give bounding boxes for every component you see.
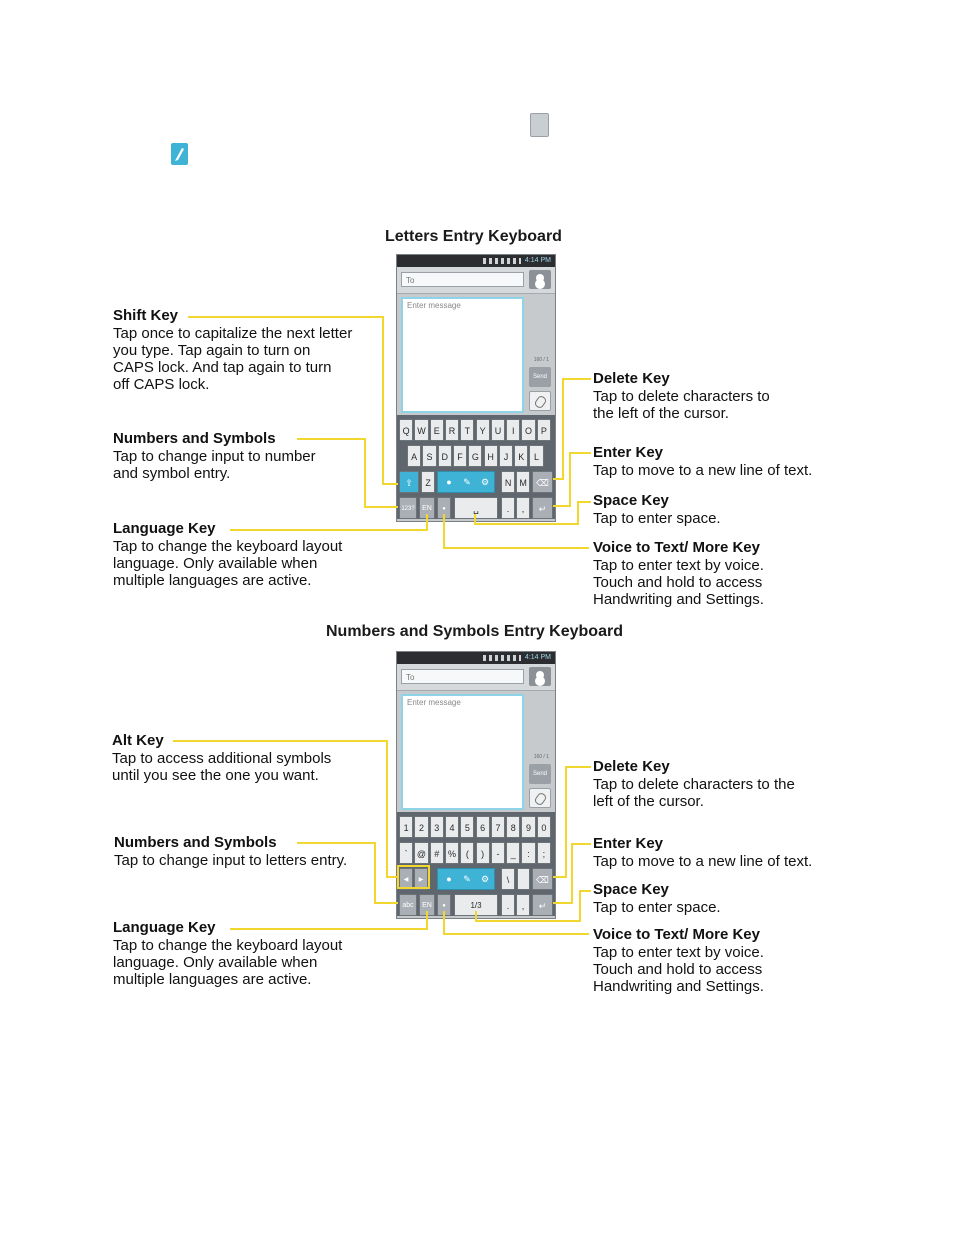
voice-key-desc: Tap to enter text by voice. Touch and hold to access Handwriting and Settings. — [593, 944, 764, 995]
voice-more-key[interactable] — [437, 868, 495, 890]
to-field[interactable]: To — [401, 669, 524, 684]
key-2[interactable]: 2 — [414, 816, 428, 838]
language-leader-line — [230, 529, 428, 531]
key-8[interactable]: 8 — [506, 816, 520, 838]
key-Z[interactable]: Z — [421, 471, 435, 493]
key-U[interactable]: U — [491, 419, 505, 441]
numbers-symbols-title: Numbers and Symbols — [113, 430, 276, 447]
delete-leader-line — [553, 876, 567, 878]
delete-key[interactable]: ⌫ — [532, 471, 553, 493]
enter-leader-line — [569, 452, 571, 507]
shift-leader-line — [188, 316, 383, 318]
voice-key-desc: Tap to enter text by voice. Touch and hold to access Handwriting and Settings. — [593, 557, 764, 608]
space-key-title: Space Key — [593, 881, 669, 898]
pencil-icon: ✎ — [463, 477, 471, 487]
delete-key-title: Delete Key — [593, 758, 670, 775]
space-leader-line — [579, 890, 581, 922]
key-L[interactable]: L — [529, 445, 543, 467]
status-icons — [483, 655, 521, 661]
language-key-desc: Tap to change the keyboard layout language. Only available when multiple languages are active. — [113, 538, 343, 589]
key-blank[interactable] — [517, 868, 530, 890]
alt-leader-line — [386, 876, 398, 878]
key-dot[interactable]: . — [501, 497, 515, 519]
attach-icon[interactable] — [529, 391, 551, 411]
key-O[interactable]: O — [521, 419, 535, 441]
status-time: 4:14 PM — [524, 257, 551, 264]
key-N[interactable]: N — [501, 471, 515, 493]
recipient-bar — [397, 267, 555, 294]
enter-leader-line — [553, 902, 573, 904]
key-symbol[interactable]: ( — [460, 842, 474, 864]
key-J[interactable]: J — [499, 445, 513, 467]
key-S[interactable]: S — [422, 445, 436, 467]
alt-key-right[interactable]: ▶ — [414, 868, 428, 890]
key-symbol[interactable]: _ — [506, 842, 520, 864]
key-G[interactable]: G — [468, 445, 482, 467]
key-dot[interactable]: . — [501, 894, 515, 916]
key-symbol[interactable]: @ — [414, 842, 428, 864]
key-K[interactable]: K — [514, 445, 528, 467]
key-1[interactable]: 1 — [399, 816, 413, 838]
voice-key-title: Voice to Text/ More Key — [593, 926, 760, 943]
status-time: 4:14 PM — [524, 654, 551, 661]
delete-key-desc: Tap to delete characters to the left of the cursor. — [593, 776, 795, 810]
language-leader-line — [426, 911, 428, 930]
key-symbol[interactable]: % — [445, 842, 459, 864]
key-symbol[interactable]: ` — [399, 842, 413, 864]
space-key[interactable]: 1/3 — [454, 894, 498, 916]
gear-icon: ⚙ — [480, 874, 490, 884]
enter-leader-line — [571, 843, 573, 904]
key-P[interactable]: P — [537, 419, 551, 441]
to-field[interactable]: To — [401, 272, 524, 287]
contact-icon[interactable] — [529, 667, 551, 686]
message-field[interactable]: Enter message — [401, 297, 524, 413]
key-comma[interactable]: , — [516, 894, 530, 916]
voice-leader-line — [443, 933, 589, 935]
status-bar — [397, 652, 555, 664]
mic-icon: ● — [446, 874, 452, 884]
space-leader-line — [476, 920, 581, 922]
letters-phone-screenshot — [396, 254, 556, 522]
key-symbol[interactable]: ) — [476, 842, 490, 864]
voice-leader-line — [443, 911, 445, 935]
language-key[interactable]: EN — [419, 894, 435, 916]
recipient-bar — [397, 664, 555, 691]
send-button[interactable]: Send — [529, 367, 551, 387]
shift-key[interactable]: ⇧ — [399, 471, 419, 493]
shift-key-title: Shift Key — [113, 307, 179, 324]
numbers-leader-line — [364, 438, 366, 508]
key-4[interactable]: 4 — [445, 816, 459, 838]
key-0[interactable]: 0 — [537, 816, 551, 838]
key-symbol[interactable]: ; — [537, 842, 551, 864]
delete-leader-line — [563, 378, 591, 380]
key-I[interactable]: I — [506, 419, 520, 441]
space-leader-line — [577, 501, 579, 525]
pencil-icon — [171, 143, 188, 165]
language-key[interactable]: EN — [419, 497, 435, 519]
alt-key-highlight — [397, 865, 430, 889]
status-bar — [397, 255, 555, 267]
enter-key-desc: Tap to move to a new line of text. — [593, 853, 813, 870]
letters-keyboard — [397, 415, 555, 519]
numbers-leader-line — [297, 842, 375, 844]
pencil-icon: ✎ — [463, 874, 471, 884]
numbers-leader-line — [364, 506, 398, 508]
voice-leader-line — [443, 547, 589, 549]
enter-leader-line — [572, 843, 591, 845]
language-key-title: Language Key — [113, 919, 216, 936]
key-9[interactable]: 9 — [521, 816, 535, 838]
character-counter: 160 / 1 — [533, 357, 549, 363]
enter-key-title: Enter Key — [593, 444, 664, 461]
space-leader-line — [475, 523, 579, 525]
enter-key-desc: Tap to move to a new line of text. — [593, 462, 813, 479]
key-Y[interactable]: Y — [476, 419, 490, 441]
space-key-desc: Tap to enter space. — [593, 510, 721, 527]
space-key-desc: Tap to enter space. — [593, 899, 721, 916]
message-field[interactable]: Enter message — [401, 694, 524, 810]
key-F[interactable]: F — [453, 445, 467, 467]
numbers-symbols-desc: Tap to change input to number and symbol entry. — [113, 448, 316, 482]
language-key-desc: Tap to change the keyboard layout language. Only available when multiple languages are active. — [113, 937, 343, 988]
alt-leader-line — [386, 740, 388, 877]
key-T[interactable]: T — [460, 419, 474, 441]
shift-leader-line — [382, 483, 398, 485]
key-6[interactable]: 6 — [476, 816, 490, 838]
mic-icon: ● — [446, 477, 452, 487]
space-key-title: Space Key — [593, 492, 669, 509]
enter-key[interactable]: ↵ — [532, 894, 553, 916]
key-3[interactable]: 3 — [430, 816, 444, 838]
character-counter: 160 / 1 — [533, 754, 549, 760]
key-7[interactable]: 7 — [491, 816, 505, 838]
key-E[interactable]: E — [430, 419, 444, 441]
delete-key-desc: Tap to delete characters to the left of the cursor. — [593, 388, 770, 422]
numbers-symbols-title: Numbers and Symbols — [114, 834, 277, 851]
shift-leader-line — [382, 316, 384, 484]
space-leader-line — [474, 514, 476, 525]
enter-key-title: Enter Key — [593, 835, 664, 852]
alt-key-title: Alt Key — [112, 732, 164, 749]
delete-key[interactable]: ⌫ — [532, 868, 553, 890]
voice-key[interactable]: ● — [437, 497, 451, 519]
letters-keyboard-title: Letters Entry Keyboard — [385, 228, 562, 245]
symbols-keyboard — [397, 812, 555, 916]
space-key[interactable]: ␣ — [454, 497, 498, 519]
delete-leader-line — [565, 766, 567, 878]
letters-key[interactable]: abc — [399, 894, 417, 916]
key-symbol[interactable]: : — [521, 842, 535, 864]
gear-icon: ⚙ — [480, 477, 490, 487]
key-symbol[interactable]: # — [430, 842, 444, 864]
key-R[interactable]: R — [445, 419, 459, 441]
send-button[interactable]: Send — [529, 764, 551, 784]
language-leader-line — [230, 928, 428, 930]
voice-key[interactable]: ● — [437, 894, 451, 916]
key-backslash[interactable]: \ — [501, 868, 515, 890]
voice-leader-line — [443, 514, 445, 548]
numbers-leader-line — [374, 842, 376, 904]
key-W[interactable]: W — [414, 419, 428, 441]
key-comma[interactable]: , — [516, 497, 530, 519]
numbers-leader-line — [297, 438, 365, 440]
key-H[interactable]: H — [484, 445, 498, 467]
voice-key-title: Voice to Text/ More Key — [593, 539, 760, 556]
language-key-title: Language Key — [113, 520, 216, 537]
delete-leader-line — [553, 478, 564, 480]
delete-key-title: Delete Key — [593, 370, 670, 387]
key-Q[interactable]: Q — [399, 419, 413, 441]
status-icons — [483, 258, 521, 264]
enter-leader-line — [570, 452, 591, 454]
key-D[interactable]: D — [438, 445, 452, 467]
symbols-keyboard-title: Numbers and Symbols Entry Keyboard — [326, 623, 623, 640]
language-leader-line — [426, 514, 428, 531]
space-leader-line — [580, 890, 591, 892]
shift-key-desc: Tap once to capitalize the next letter you type. Tap again to turn on CAPS lock. And tap again to turn off CAPS lock. — [113, 325, 353, 393]
mic-icon — [530, 113, 549, 137]
alt-key-desc: Tap to access additional symbols until you see the one you want. — [112, 750, 332, 784]
key-symbol[interactable]: - — [491, 842, 505, 864]
alt-key-left[interactable]: ◀ — [399, 868, 413, 890]
enter-key[interactable]: ↵ — [532, 497, 553, 519]
delete-leader-line — [566, 766, 591, 768]
enter-leader-line — [553, 505, 571, 507]
contact-icon[interactable] — [529, 270, 551, 289]
space-leader-line — [578, 501, 591, 503]
alt-leader-line — [173, 740, 387, 742]
numbers-leader-line — [374, 902, 398, 904]
key-5[interactable]: 5 — [460, 816, 474, 838]
key-A[interactable]: A — [407, 445, 421, 467]
space-leader-line — [475, 911, 477, 922]
numbers-symbols-key[interactable]: 123? — [399, 497, 417, 519]
voice-more-key[interactable] — [437, 471, 495, 493]
key-M[interactable]: M — [516, 471, 530, 493]
numbers-symbols-desc: Tap to change input to letters entry. — [114, 852, 348, 869]
delete-leader-line — [562, 378, 564, 480]
attach-icon[interactable] — [529, 788, 551, 808]
